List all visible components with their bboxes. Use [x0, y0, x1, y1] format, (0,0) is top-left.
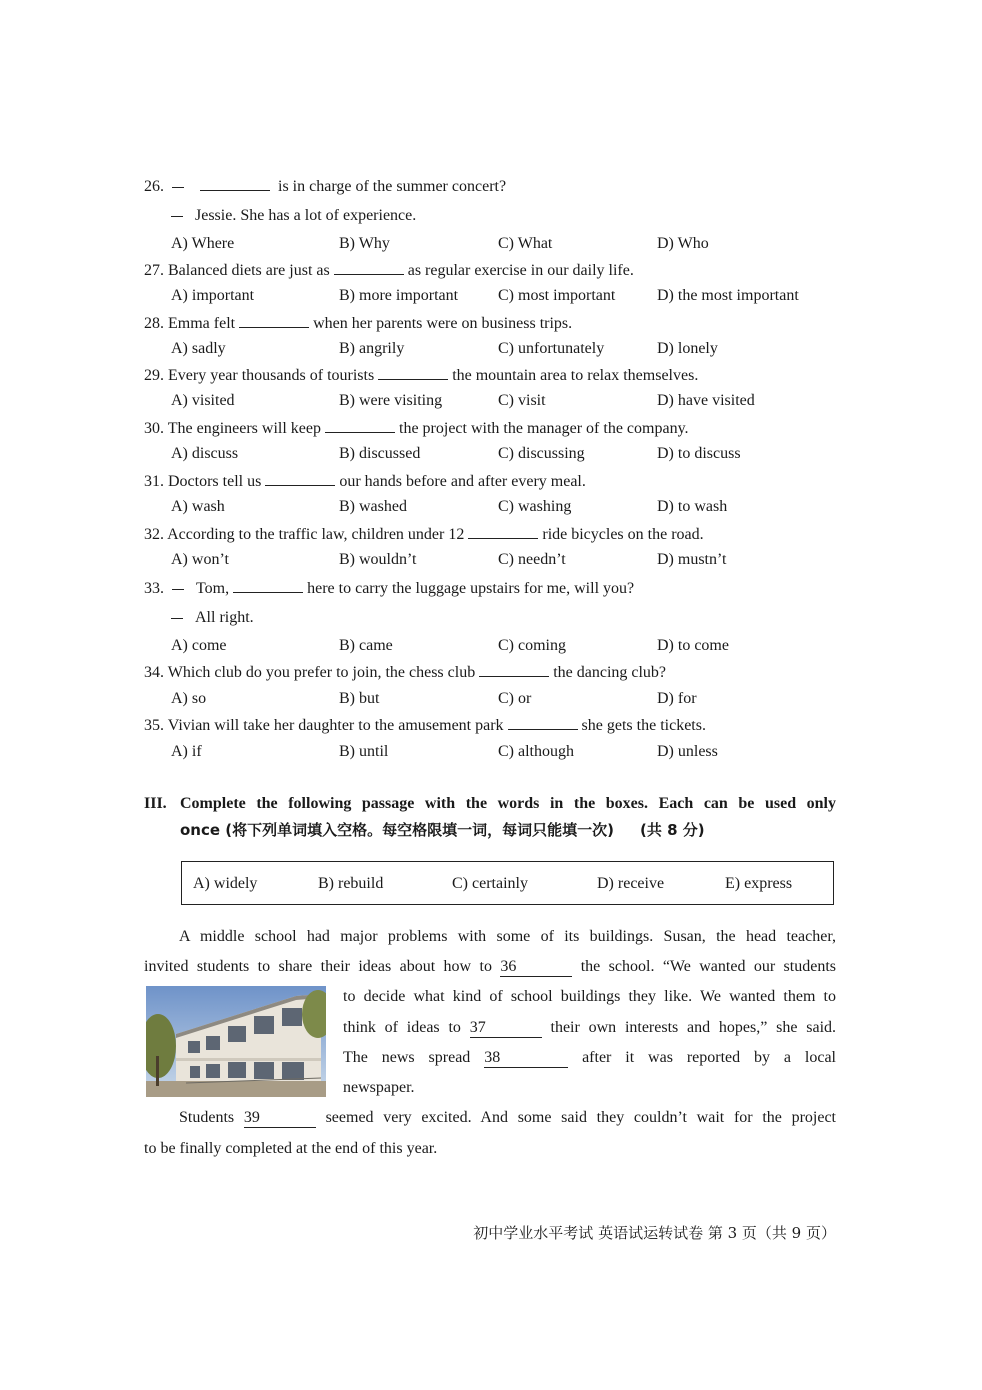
blank-37: 37 — [470, 1019, 542, 1038]
passage-line — [144, 957, 836, 977]
option-b: B) wouldn’t — [339, 551, 417, 568]
option-d: D) to come — [657, 637, 729, 654]
blank-39: 39 — [244, 1109, 316, 1128]
option-a: A) important — [171, 287, 255, 304]
word-option-e: E) express — [725, 875, 793, 892]
passage-text: seemed very excited. And some said they couldn’t wait for the project — [325, 1109, 836, 1126]
option-a: A) wash — [171, 498, 225, 515]
option-c: C) needn’t — [498, 551, 566, 568]
option-d: D) Who — [657, 235, 709, 252]
reply-text: Jessie. She has a lot of experience. — [195, 207, 417, 224]
reply-text: All right. — [195, 609, 254, 626]
dialog-dash — [171, 206, 185, 226]
question-31 — [144, 471, 586, 492]
section-instruction: Complete the following passage with the words in the boxes. Each can be used only — [180, 795, 836, 812]
option-a: A) come — [171, 637, 227, 654]
school-building-illustration — [146, 986, 326, 1097]
question-number: 29. — [144, 367, 164, 384]
question-number: 26. — [144, 178, 164, 195]
option-b: B) were visiting — [339, 392, 443, 409]
question-stem: The engineers will keep — [167, 420, 321, 437]
passage-text: Students — [179, 1109, 235, 1126]
question-27 — [144, 260, 634, 281]
answer-blank — [378, 365, 448, 380]
page-footer: 初中学业水平考试 英语试运转试卷 第 3 页（共 9 页） — [473, 1224, 836, 1242]
question-number: 33. — [144, 580, 164, 597]
question-29 — [144, 365, 698, 386]
answer-blank — [479, 662, 549, 677]
question-stem: our hands before and after every meal. — [339, 473, 586, 490]
dialog-dash — [172, 579, 186, 599]
question-stem: as regular exercise in our daily life. — [407, 262, 634, 279]
question-33 — [144, 578, 634, 599]
question-number: 30. — [144, 420, 164, 437]
answer-blank — [508, 715, 578, 730]
word-option-d: D) receive — [597, 875, 665, 892]
passage-line: to be finally completed at the end of this year. — [144, 1140, 438, 1157]
option-b: B) Why — [339, 235, 390, 252]
question-stem: is in charge of the summer concert? — [278, 178, 507, 195]
passage-text: their own interests and hopes,” she said. — [550, 1019, 837, 1036]
answer-blank — [265, 471, 335, 486]
question-stem: the dancing club? — [553, 664, 667, 681]
option-a: A) discuss — [171, 445, 239, 462]
option-a: A) won’t — [171, 551, 229, 568]
passage-line — [343, 1048, 836, 1068]
question-number: 35. — [144, 717, 164, 734]
passage-text: the school. “We wanted our students — [580, 958, 837, 975]
option-d: D) lonely — [657, 340, 718, 357]
option-d: D) unless — [657, 743, 718, 760]
word-option-a: A) widely — [193, 875, 258, 892]
option-a: A) Where — [171, 235, 235, 252]
question-26-reply — [171, 206, 416, 226]
section-numeral: III. — [144, 795, 167, 812]
question-number: 34. — [144, 664, 164, 681]
option-c: C) visit — [498, 392, 546, 409]
option-b: B) washed — [339, 498, 407, 515]
passage-line — [179, 1108, 836, 1128]
question-stem: she gets the tickets. — [581, 717, 706, 734]
option-d: D) have visited — [657, 392, 755, 409]
passage-text: after it was reported by a local — [582, 1049, 836, 1066]
answer-blank — [239, 313, 309, 328]
option-d: D) to wash — [657, 498, 728, 515]
option-c: C) although — [498, 743, 574, 760]
option-d: D) the most important — [657, 287, 799, 304]
question-stem: here to carry the luggage upstairs for me, will you? — [307, 580, 635, 597]
answer-blank — [334, 260, 404, 275]
question-stem: ride bicycles on the road. — [542, 526, 704, 543]
passage-line: A middle school had major problems with some of its buildings. Susan, the head teacher, — [179, 928, 836, 945]
option-b: B) but — [339, 690, 380, 707]
question-30 — [144, 418, 689, 439]
option-c: C) unfortunately — [498, 340, 605, 357]
answer-blank — [233, 578, 303, 593]
passage-text: invited students to share their ideas about how to — [144, 958, 492, 975]
answer-blank — [200, 176, 270, 191]
question-number: 32. — [144, 526, 164, 543]
question-stem: Which club do you prefer to join, the chess club — [167, 664, 476, 681]
question-number: 28. — [144, 315, 164, 332]
question-stem: Doctors tell us — [168, 473, 262, 490]
section-points: (共 8 分) — [640, 821, 705, 839]
blank-38: 38 — [484, 1049, 568, 1068]
passage-line: newspaper. — [343, 1079, 415, 1096]
option-d: D) to discuss — [657, 445, 741, 462]
option-b: B) discussed — [339, 445, 421, 462]
option-d: D) mustn’t — [657, 551, 727, 568]
option-c: C) most important — [498, 287, 616, 304]
option-a: A) if — [171, 743, 202, 760]
option-c: C) coming — [498, 637, 566, 654]
question-stem: Vivian will take her daughter to the amusement park — [167, 717, 504, 734]
option-b: B) more important — [339, 287, 459, 304]
answer-blank — [325, 418, 395, 433]
option-b: B) came — [339, 637, 393, 654]
question-stem: Tom, — [196, 580, 230, 597]
question-stem: Every year thousands of tourists — [168, 367, 375, 384]
question-stem: when her parents were on business trips. — [313, 315, 573, 332]
option-c: C) What — [498, 235, 553, 252]
question-number: 27. — [144, 262, 164, 279]
question-stem: According to the traffic law, children under 12 — [167, 526, 465, 543]
option-a: A) so — [171, 690, 207, 707]
dialog-dash — [171, 608, 185, 628]
option-d: D) for — [657, 690, 697, 707]
option-c: C) discussing — [498, 445, 585, 462]
blank-36: 36 — [500, 958, 572, 977]
answer-blank — [468, 524, 538, 539]
option-a: A) visited — [171, 392, 235, 409]
option-b: B) angrily — [339, 340, 405, 357]
passage-text: think of ideas to — [343, 1019, 461, 1036]
word-bank-box — [181, 861, 834, 905]
question-33-reply — [171, 608, 254, 628]
option-a: A) sadly — [171, 340, 226, 357]
question-stem: the project with the manager of the company. — [399, 420, 689, 437]
question-26 — [144, 176, 506, 197]
school-building-image — [146, 986, 326, 1097]
question-stem: the mountain area to relax themselves. — [452, 367, 699, 384]
dialog-dash — [172, 177, 186, 197]
option-c: C) washing — [498, 498, 572, 515]
passage-line: to decide what kind of school buildings they like. We wanted them to — [343, 988, 836, 1005]
question-34 — [144, 662, 666, 683]
question-stem: Emma felt — [168, 315, 236, 332]
word-option-c: C) certainly — [452, 875, 528, 892]
section-3-heading — [144, 790, 836, 844]
question-35 — [144, 715, 706, 736]
question-number: 31. — [144, 473, 164, 490]
option-b: B) until — [339, 743, 389, 760]
passage-line — [343, 1018, 836, 1038]
passage-text: The news spread — [343, 1049, 471, 1066]
question-stem: Balanced diets are just as — [168, 262, 330, 279]
word-option-b: B) rebuild — [318, 875, 384, 892]
question-28 — [144, 313, 572, 334]
question-32 — [144, 524, 704, 545]
option-c: C) or — [498, 690, 532, 707]
section-instruction-cont: once (将下列单词填入空格。每空格限填一词，每词只能填一次) — [180, 821, 614, 839]
